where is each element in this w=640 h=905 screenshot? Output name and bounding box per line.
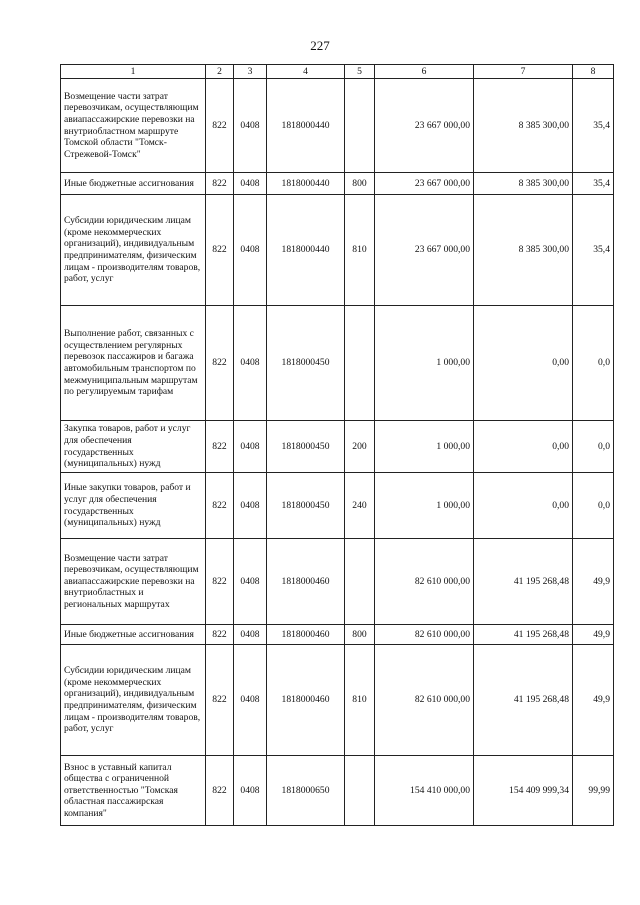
execution-percent-cell: 99,99 — [573, 756, 614, 826]
table-row — [61, 473, 614, 539]
table-row — [61, 173, 614, 195]
expense-type-cell — [345, 306, 375, 421]
executed-amount-cell: 0,00 — [474, 421, 573, 473]
execution-percent-cell: 0,0 — [573, 421, 614, 473]
section-code-cell: 0408 — [234, 473, 267, 539]
planned-amount-cell: 154 410 000,00 — [375, 756, 474, 826]
target-article-cell: 1818000450 — [267, 306, 345, 421]
expense-name-cell: Субсидии юридическим лицам (кроме некоммерческих организаций), индивидуальным предпринимателям, физическим лицам - производителям товаров, работ, услуг — [61, 645, 206, 756]
expense-type-cell: 240 — [345, 473, 375, 539]
execution-percent-cell: 49,9 — [573, 539, 614, 625]
planned-amount-cell: 1 000,00 — [375, 421, 474, 473]
execution-percent-cell: 0,0 — [573, 473, 614, 539]
execution-percent-cell: 35,4 — [573, 173, 614, 195]
table-row — [61, 756, 614, 826]
expense-type-cell: 800 — [345, 173, 375, 195]
expense-type-cell: 810 — [345, 645, 375, 756]
ministry-code-cell: 822 — [206, 756, 234, 826]
planned-amount-cell: 23 667 000,00 — [375, 79, 474, 173]
ministry-code-cell: 822 — [206, 473, 234, 539]
header-cell-1: 1 — [61, 65, 206, 79]
planned-amount-cell: 82 610 000,00 — [375, 645, 474, 756]
target-article-cell: 1818000440 — [267, 173, 345, 195]
table-row — [61, 539, 614, 625]
expense-name-cell: Иные бюджетные ассигнования — [61, 625, 206, 645]
table-row — [61, 79, 614, 173]
expense-name-cell: Возмещение части затрат перевозчикам, осуществляющим авиапассажирские перевозки на внутриобластном маршруте Томской области "Томск-Стрежевой-Томск" — [61, 79, 206, 173]
budget-table — [60, 64, 614, 826]
section-code-cell: 0408 — [234, 756, 267, 826]
target-article-cell: 1818000440 — [267, 195, 345, 306]
execution-percent-cell: 49,9 — [573, 645, 614, 756]
section-code-cell: 0408 — [234, 421, 267, 473]
target-article-cell: 1818000460 — [267, 539, 345, 625]
expense-name-cell: Иные бюджетные ассигнования — [61, 173, 206, 195]
section-code-cell: 0408 — [234, 625, 267, 645]
header-cell-8: 8 — [573, 65, 614, 79]
executed-amount-cell: 8 385 300,00 — [474, 195, 573, 306]
header-cell-5: 5 — [345, 65, 375, 79]
executed-amount-cell: 0,00 — [474, 306, 573, 421]
target-article-cell: 1818000440 — [267, 79, 345, 173]
target-article-cell: 1818000460 — [267, 625, 345, 645]
expense-name-cell: Выполнение работ, связанных с осуществлением регулярных перевозок пассажиров и багажа автомобильным транспортом по межмуниципальным маршрутам по регулируемым тарифам — [61, 306, 206, 421]
executed-amount-cell: 0,00 — [474, 473, 573, 539]
header-cell-2: 2 — [206, 65, 234, 79]
expense-name-cell: Возмещение части затрат перевозчикам, осуществляющим авиапассажирские перевозки на внутриобластных и региональных маршрутах — [61, 539, 206, 625]
execution-percent-cell: 0,0 — [573, 306, 614, 421]
header-row — [61, 65, 614, 79]
executed-amount-cell: 154 409 999,34 — [474, 756, 573, 826]
executed-amount-cell: 41 195 268,48 — [474, 539, 573, 625]
expense-name-cell: Субсидии юридическим лицам (кроме некоммерческих организаций), индивидуальным предпринимателям, физическим лицам - производителям товаров, работ, услуг — [61, 195, 206, 306]
executed-amount-cell: 8 385 300,00 — [474, 173, 573, 195]
planned-amount-cell: 1 000,00 — [375, 473, 474, 539]
section-code-cell: 0408 — [234, 539, 267, 625]
expense-name-cell: Взнос в уставный капитал общества с ограниченной ответственностью "Томская областная пассажирская компания" — [61, 756, 206, 826]
ministry-code-cell: 822 — [206, 645, 234, 756]
planned-amount-cell: 82 610 000,00 — [375, 539, 474, 625]
ministry-code-cell: 822 — [206, 421, 234, 473]
header-cell-7: 7 — [474, 65, 573, 79]
section-code-cell: 0408 — [234, 79, 267, 173]
executed-amount-cell: 8 385 300,00 — [474, 79, 573, 173]
target-article-cell: 1818000650 — [267, 756, 345, 826]
planned-amount-cell: 23 667 000,00 — [375, 173, 474, 195]
expense-type-cell: 200 — [345, 421, 375, 473]
target-article-cell: 1818000450 — [267, 421, 345, 473]
ministry-code-cell: 822 — [206, 195, 234, 306]
ministry-code-cell: 822 — [206, 539, 234, 625]
section-code-cell: 0408 — [234, 173, 267, 195]
header-cell-4: 4 — [267, 65, 345, 79]
section-code-cell: 0408 — [234, 306, 267, 421]
table-row — [61, 625, 614, 645]
planned-amount-cell: 1 000,00 — [375, 306, 474, 421]
table-row — [61, 306, 614, 421]
ministry-code-cell: 822 — [206, 625, 234, 645]
target-article-cell: 1818000450 — [267, 473, 345, 539]
executed-amount-cell: 41 195 268,48 — [474, 625, 573, 645]
page-number: 227 — [310, 38, 330, 53]
expense-type-cell — [345, 756, 375, 826]
execution-percent-cell: 35,4 — [573, 195, 614, 306]
execution-percent-cell: 49,9 — [573, 625, 614, 645]
expense-type-cell — [345, 539, 375, 625]
ministry-code-cell: 822 — [206, 306, 234, 421]
header-cell-3: 3 — [234, 65, 267, 79]
table-row — [61, 195, 614, 306]
header-cell-6: 6 — [375, 65, 474, 79]
section-code-cell: 0408 — [234, 645, 267, 756]
planned-amount-cell: 82 610 000,00 — [375, 625, 474, 645]
expense-name-cell: Иные закупки товаров, работ и услуг для обеспечения государственных (муниципальных) нужд — [61, 473, 206, 539]
execution-percent-cell: 35,4 — [573, 79, 614, 173]
planned-amount-cell: 23 667 000,00 — [375, 195, 474, 306]
table-body — [61, 79, 614, 826]
expense-type-cell: 800 — [345, 625, 375, 645]
expense-type-cell: 810 — [345, 195, 375, 306]
expense-type-cell — [345, 79, 375, 173]
ministry-code-cell: 822 — [206, 173, 234, 195]
table-row — [61, 421, 614, 473]
table-row — [61, 645, 614, 756]
target-article-cell: 1818000460 — [267, 645, 345, 756]
executed-amount-cell: 41 195 268,48 — [474, 645, 573, 756]
ministry-code-cell: 822 — [206, 79, 234, 173]
section-code-cell: 0408 — [234, 195, 267, 306]
expense-name-cell: Закупка товаров, работ и услуг для обеспечения государственных (муниципальных) нужд — [61, 421, 206, 473]
